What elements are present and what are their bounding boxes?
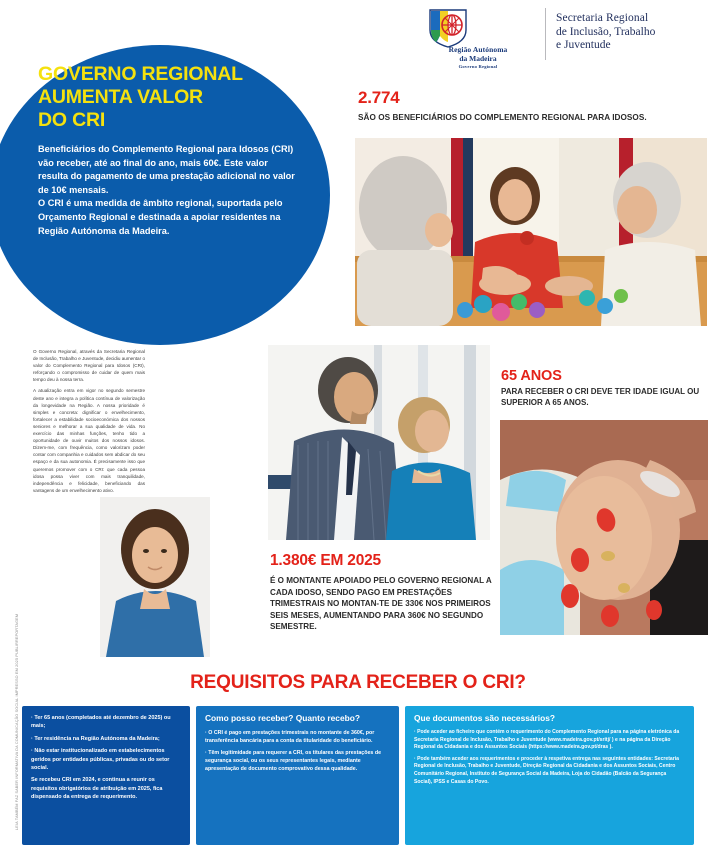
panel-requisitos — [22, 706, 190, 845]
article-body — [33, 348, 145, 498]
logo-line-3: Governo Regional — [458, 64, 498, 69]
stat-age — [501, 368, 711, 408]
vertical-credit-text: LEIA TAMBÉM FAZ SABER INFORMATIVA DA COMUNICAÇÃO SOCIAL IMPRESSO EM 2025 PUBLIRREPORTAGEM — [15, 613, 19, 830]
panel-como-receber — [196, 706, 399, 845]
stat-amount-number: 1.380€ EM 2025 — [270, 552, 381, 569]
header-divider — [545, 8, 546, 60]
list-item: · Ter 65 anos (completados até dezembro de 2025) ou mais; — [31, 715, 171, 730]
stat-beneficiaries — [358, 88, 708, 123]
photo-maos — [500, 420, 708, 635]
coat-of-arms-icon — [426, 8, 470, 48]
list-item: · Não estar institucionalizado em estabelecimentos geridos por entidades públicas, privadas ou do setor social. — [31, 748, 170, 772]
list-item: · Têm legitimidade para requerer a CRI, os titulares das prestações de segurança social, ou os seus representantes legais, mediante apresentação de documento comprovativo dessa qualidade. — [205, 750, 382, 772]
stat-amount — [270, 552, 492, 633]
page-title — [38, 63, 296, 132]
requisitos-list — [22, 706, 190, 802]
logo-line-2: da Madeira — [459, 53, 497, 63]
list-item: · O CRI é pago em prestações trimestrais no montante de 360€, por transferência bancária para a conta da titularidade do beneficiário. — [205, 730, 375, 744]
secretaria-line-2: de Inclusão, Trabalho — [556, 25, 656, 38]
panel-documentos — [405, 706, 694, 845]
photo-governantes — [268, 345, 490, 540]
stat-amount-caption: É O MONTANTE APOIADO PELO GOVERNO REGIONAL A CADA IDOSO, SENDO PAGO EM PRESTAÇÕES TRIMESTRAIS NO MONTAN-TE DE 330€ NOS PRIMEIROS SEIS MESES, AUMENTANDO PARA 360€ NO SEGUNDO SEMESTRE. — [270, 576, 492, 632]
stat-age-caption: PARA RECEBER O CRI DEVE TER IDADE IGUAL OU SUPERIOR A 65 ANOS. — [501, 387, 700, 407]
stat-beneficiaries-number: 2.774 — [358, 88, 400, 107]
hero-circle — [0, 45, 330, 345]
list-item: · Pode também aceder aos requerimentos e proceder à respetiva entrega nas seguintes entidades: Secretaria Regional de Inclusão, Trabalho e Juventude, Direção Regional da Cidadania e dos Assuntos Sociais, Centro Comunitário Regional, Instituto de Segurança Social da Madeira, Loja do Cidadão (Balcão da Segurança Social), IPSS e Casas do Povo. — [414, 755, 679, 785]
list-item: · Pode aceder ao ficheiro que contém o requerimento do Complemento Regional para na página eletrónica da Secretaria Regional de Inclusão, Trabalho e Juventude (www.madeira.gov.pt/sritj/ ) e na página da Direção Regional da Cidadania e dos Assuntos Sociais (https://www.madeira.gov.pt/dras ). — [414, 729, 680, 751]
hero-paragraph-2: O CRI é uma medida de âmbito regional, suportada pelo Orçamento Regional e destinada a apoiar residentes na Região Autónoma da Madeira. — [38, 198, 283, 236]
article-paragraph-1: O Governo Regional, através da Secretaria Regional de Inclusão, Trabalho e Juventude, decidiu aumentar o valor do Complemento Regional para Idosos (CRI), reforçando o compromisso de cuidar de quem mais tempo deu à nossa terra. — [33, 349, 145, 383]
title-line-1: GOVERNO REGIONAL — [38, 63, 243, 85]
secretaria-line-3: e Juventude — [556, 39, 611, 51]
documentos-list — [405, 724, 694, 786]
photo-secretaria-retrato — [100, 497, 210, 657]
stat-beneficiaries-caption: SÃO OS BENEFICIÁRIOS DO COMPLEMENTO REGIONAL PARA IDOSOS. — [358, 113, 647, 122]
article-paragraph-2: A atualização entra em vigor no segundo semestre deste ano e integra a política contínua de valorização da longevidade na Região. A nossa prioridade é simples e concreta: dignificar o envelhecimento, fortalecer a estabilidade socioeconómica dos nossos seniores e melhorar a sua qualidade de vida. No exercício das minhas funções, tenho tido a oportunidade de ouvir muitos dos nossos idosos. Dizem-me, com frequência, como valorizam poder contar com companhia e cuidados sem abdicar do seu espaço e da sua autonomia. É precisamente isso que queremos promover com o CRI: que cada pessoa idosa possa viver com mais tranquilidade, independência e felicidade, beneficiando das vantagens de um envelhecimento ativo. — [33, 388, 145, 493]
madeira-government-logo — [418, 8, 538, 69]
secretaria-title — [556, 12, 716, 53]
secretaria-line-1: Secretaria Regional — [556, 12, 649, 24]
panel-documentos-title: Que documentos são necessários? — [414, 713, 556, 723]
list-item: Se recebeu CRI em 2024, e continua a reunir os requisitos obrigatórios de atribuição em 2025, fica dispensado da entrega de requerimento. — [31, 777, 163, 801]
panel-como-receber-title: Como posso receber? Quanto recebo? — [205, 713, 360, 723]
list-item: · Ter residência na Região Autónoma da Madeira; — [31, 735, 160, 742]
stat-age-number: 65 ANOS — [501, 368, 562, 384]
photo-idosos-atividade — [355, 138, 707, 326]
como-receber-list — [196, 724, 399, 773]
title-line-2: AUMENTA VALOR — [38, 86, 203, 108]
requisitos-title: REQUISITOS PARA RECEBER O CRI? — [190, 672, 526, 693]
title-line-3: DO CRI — [38, 109, 106, 131]
logo-line-1: Região Autónoma — [448, 45, 508, 54]
hero-paragraph-1: Beneficiários do Complemento Regional para Idosos (CRI) vão receber, até ao final do ano, mais 60€. Este valor resulta do pagamento de uma prestação adicional no valor de 10€ mensais. — [38, 144, 295, 195]
